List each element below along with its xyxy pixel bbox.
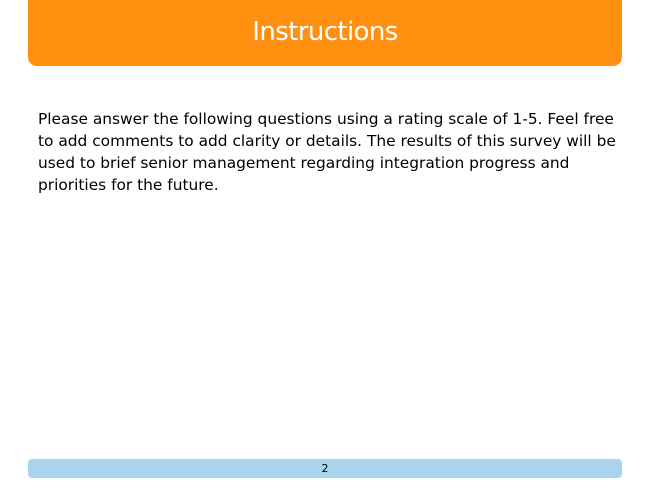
- title-banner: [28, 0, 622, 66]
- footer-bar: [28, 459, 622, 478]
- instructions-text: Please answer the following questions using a rating scale of 1-5. Feel free to add comments to add clarity or details. The results of this survey will be used to brief senior management regarding integration progress and priorities for the future.: [38, 110, 616, 194]
- slide-title: Instructions: [252, 17, 398, 47]
- page-number: 2: [321, 462, 329, 475]
